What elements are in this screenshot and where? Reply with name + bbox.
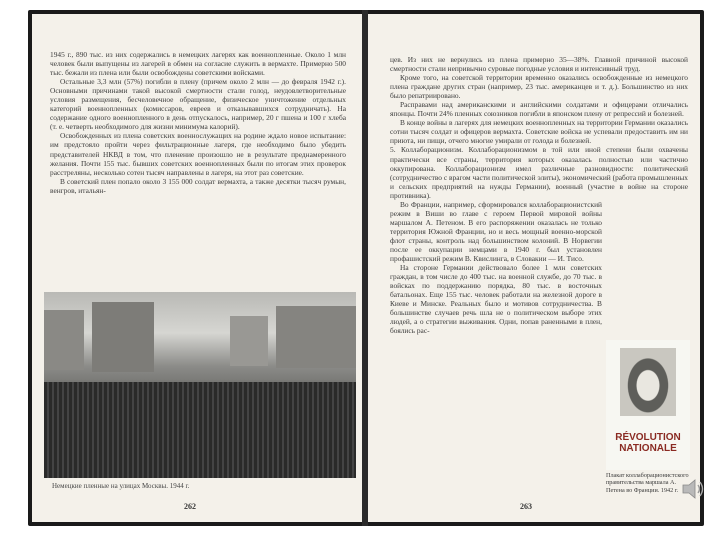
right-paragraph: На стороне Германии действовало более 1 млн советских граждан, в том числе до 400 тыс. на военной службе, до 70 тыс. в войсках по поддержанию порядка, 80 тыс. в восточных батальонах. Еще 155 тыс. человек работали на железной дороге в Киеве и Минске. Реальных было и мотивов сотрудничества. В большинстве случаев речь шла не о политическом выборе этих людей, а о стратегии выживания. Одни, попав раненными в плен, боялись рас- [390,263,602,336]
right-paragraph: В конце войны в лагерях для немецких военнопленных на территории Германии оказались сотни тысяч солдат и офицеров вермахта. Советские войска не успевали предоставить им ни приюта, ни пищи, отчего многие умирали от голода и болезней. [390,118,688,146]
left-page [32,14,362,522]
left-paragraph: В советский плен попало около 3 155 000 солдат вермахта, а также десятки тысяч румын, венгров, итальян- [50,176,346,195]
left-paragraph: Освобожденных из плена советских военнослужащих на родине ждало новое испытание: им предстояло пройти через фильтрационные лагеря, где необходимо было убедить представителей НКВД в том, что пленение произошло не в результате преднамеренного желания. Почти 155 тыс. бывших советских военнопленных были по итогам этих проверок расстреляны, несколько сотен тысяч направлены в лагеря, на этот раз советские. [50,131,346,177]
historical-photo [44,292,356,478]
right-paragraph: Расправами над американскими и английскими солдатами и офицерами отличались японцы. Почти 24% пленных союзников погибли в японском плену от репрессий и болезней. [390,100,688,119]
poster-caption: Плакат коллаборационистского правительства маршала А. Петена во Франции. 1942 г. [606,472,689,494]
right-paragraph: Во Франции, например, сформировался коллаборационистский режим в Виши во главе с героем Первой мировой войны маршалом А. Петеном. В его распоряжении оказалась не только территория Южной Франции, но и весь мощный военно-морской флот страны, контроль над большинством колоний. В Норвегии после ее оккупации немцами в 1940 г. был установлен профашистский режим В. Квислинга, в Словакии — И. Тисо. [390,199,602,264]
poster-slogan: RÉVOLUTION NATIONALE [615,432,681,454]
speaker-icon[interactable] [680,476,706,502]
left-text-column [50,50,346,195]
photo-caption: Немецкие пленные на улицах Москвы. 1944 г. [52,482,190,490]
right-page [368,14,700,522]
petain-poster [606,340,690,470]
portrait-figure [620,348,676,416]
page-number-left: 262 [184,502,196,511]
left-paragraph: Остальные 3,3 млн (57%) погибли в плену (причем около 2 млн — до февраля 1942 г.). Основными причинами такой высокой смертности стали голод, неудовлетворительные условия размещения, бесчеловечное обращение, физическое уничтожение отдельных категорий военнопленных (комиссаров, евреев и отказывавшихся сотрудничать). На содержание одного военнопленного в день отпускалось, например, 20 г пшена и 100 г хлеба (т. е. четверть необходимого для жизни минимума калорий). [50,77,346,132]
left-paragraph: 1945 г., 890 тыс. из них содержались в немецких лагерях как военнопленные. Около 1 млн человек были выпущены из лагерей в обмен на согласие служить в вермахте. Примерно 500 тыс. бежали из плена или были освобождены советскими войсками. [50,50,346,78]
book-spread [28,10,704,526]
right-paragraph: цев. Из них не вернулись из плена примерно 35—38%. Главной причиной высокой смертности стали непривычно суровые погодные условия и интенсивный труд. [390,55,688,74]
right-text-column [390,55,688,335]
right-paragraph: Кроме того, на советской территории временно оказались освобожденные из немецкого плена граждане других стран (например, 23 тыс. американцев и т. д.). Большинство из них было репатриировано. [390,73,688,101]
page-number-right: 263 [520,502,532,511]
right-paragraph: 5. Коллаборационизм. Коллаборационизмом в той или иной степени были охвачены практически все страны, территория которых оказалась полностью или частично оккупирована. Коллаборационизм имел различные разновидности: политический (сотрудничество с врагом части политической элиты), экономический (работа промышленных и сельских предприятий на нужды Германии), военный (участие в войне на стороне противника). [390,145,688,200]
